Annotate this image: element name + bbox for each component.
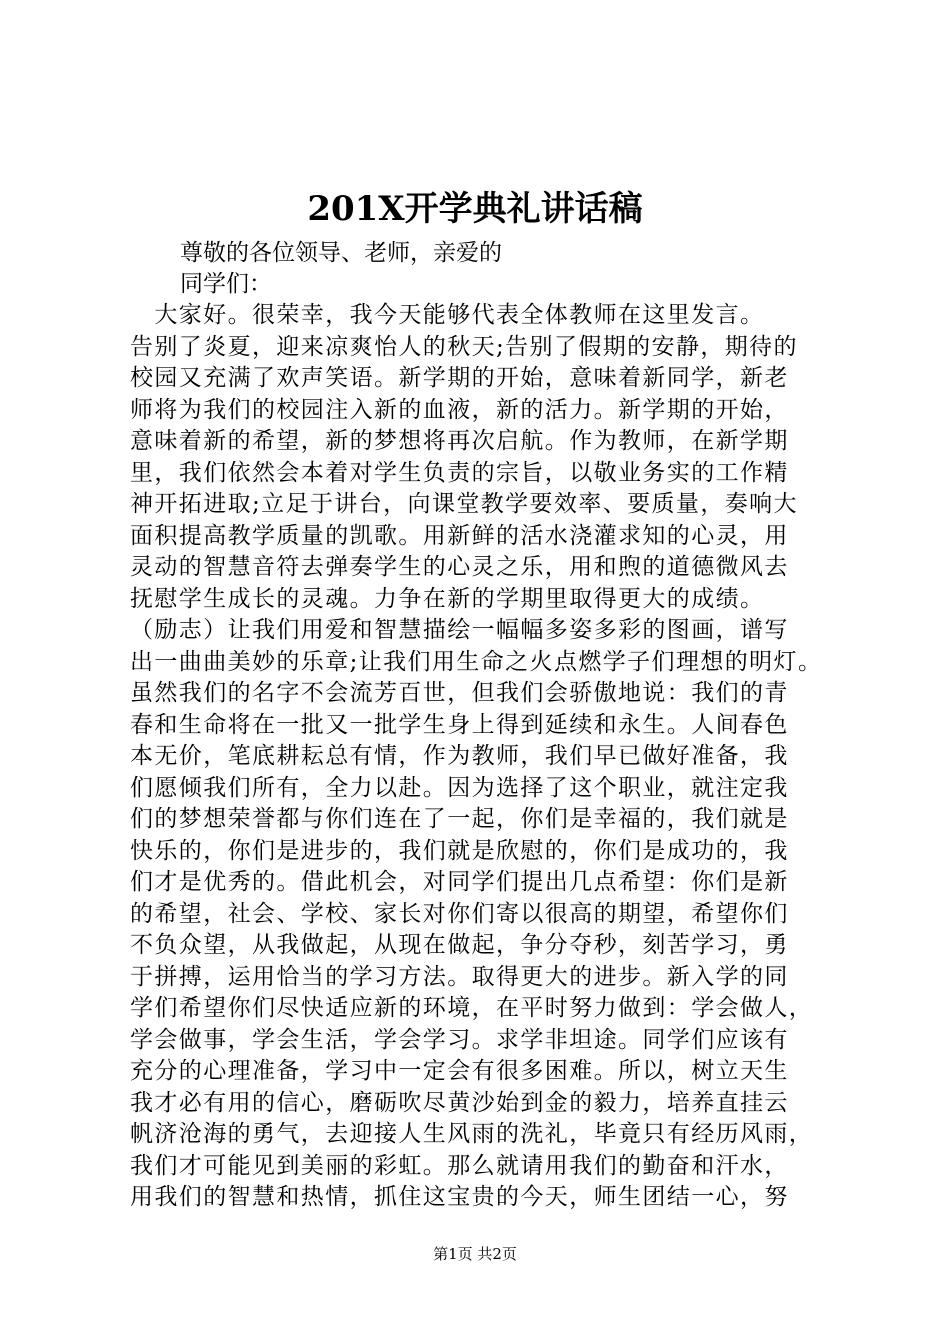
body-line: 面积提高教学质量的凯歌。用新鲜的活水浇灌求知的心灵，用 — [130, 522, 789, 549]
body-line: 师将为我们的校园注入新的血液，新的活力。新学期的开始， — [130, 396, 789, 423]
body-line: 告别了炎夏，迎来凉爽怡人的秋天;告别了假期的安静，期待的 — [130, 333, 798, 360]
body-line: 神开拓进取;立足于讲台，向课堂教学要效率、要质量，奏响大 — [130, 491, 798, 517]
body-line: 里，我们依然会本着对学生负责的宗旨，以敬业务实的工作精 — [130, 459, 789, 486]
body-line: 们愿倾我们所有，全力以赴。因为选择了这个职业，就注定我 — [130, 774, 789, 801]
body-line: 不负众望，从我做起，从现在做起，争分夺秒，刻苦学习，勇 — [130, 932, 789, 958]
body-line: 大家好。很荣幸，我今天能够代表全体教师在这里发言。 — [130, 302, 765, 328]
body-line: 灵动的智慧音符去弹奏学生的心灵之乐，用和煦的道德微风去 — [130, 554, 789, 580]
page-footer: 第1页 共2页 — [433, 1245, 517, 1263]
body-line: 我们才可能见到美丽的彩虹。那么就请用我们的勤奋和汗水， — [130, 1152, 789, 1179]
body-line: 抚慰学生成长的灵魂。力争在新的学期里取得更大的成绩。 — [130, 585, 765, 612]
body-line: 帆济沧海的勇气，去迎接人生风雨的洗礼，毕竟只有经历风雨， — [130, 1121, 814, 1147]
body-line: 于拼搏，运用恰当的学习方法。取得更大的进步。新入学的同 — [130, 963, 789, 990]
body-line: 虽然我们的名字不会流芳百世，但我们会骄傲地说：我们的青 — [130, 680, 789, 706]
body-line: 们的梦想荣誉都与你们连在了一起，你们是幸福的，我们就是 — [130, 806, 789, 832]
salutation-line-1: 尊敬的各位领导、老师，亲爱的 — [180, 240, 502, 266]
body-line: 意味着新的希望，新的梦想将再次启航。作为教师，在新学期 — [130, 428, 789, 454]
body-line: 用我们的智慧和热情，抓住这宝贵的今天，师生团结一心，努 — [130, 1184, 789, 1210]
body-line: 校园又充满了欢声笑语。新学期的开始，意味着新同学，新老 — [130, 365, 789, 391]
body-line: 本无价，笔底耕耘总有情，作为教师，我们早已做好准备，我 — [130, 743, 789, 769]
body-line: 春和生命将在一批又一批学生身上得到延续和永生。人间春色 — [130, 711, 789, 738]
salutation-line-2: 同学们： — [180, 271, 272, 297]
body-line: 充分的心理准备，学习中一定会有很多困难。所以，树立天生 — [130, 1058, 789, 1084]
body-paragraph — [130, 300, 830, 1214]
body-line: 的希望，社会、学校、家长对你们寄以很高的期望，希望你们 — [130, 900, 789, 927]
body-line: 学会做事，学会生活，学会学习。求学非坦途。同学们应该有 — [130, 1026, 789, 1053]
body-line: 们才是优秀的。借此机会，对同学们提出几点希望：你们是新 — [130, 869, 789, 895]
document-title: 201X开学典礼讲话稿 — [307, 189, 643, 229]
body-line: 出一曲曲美妙的乐章;让我们用生命之火点燃学子们理想的明灯。 — [130, 648, 823, 675]
body-line: （励志）让我们用爱和智慧描绘一幅幅多姿多彩的图画，谱写 — [130, 617, 789, 643]
salutation — [180, 238, 780, 300]
body-line: 快乐的，你们是进步的，我们就是欣慰的，你们是成功的，我 — [130, 837, 789, 864]
body-line: 学们希望你们尽快适应新的环境，在平时努力做到：学会做人， — [130, 995, 814, 1021]
body-line: 我才必有用的信心，磨砺吹尽黄沙始到金的毅力，培养直挂云 — [130, 1089, 789, 1116]
